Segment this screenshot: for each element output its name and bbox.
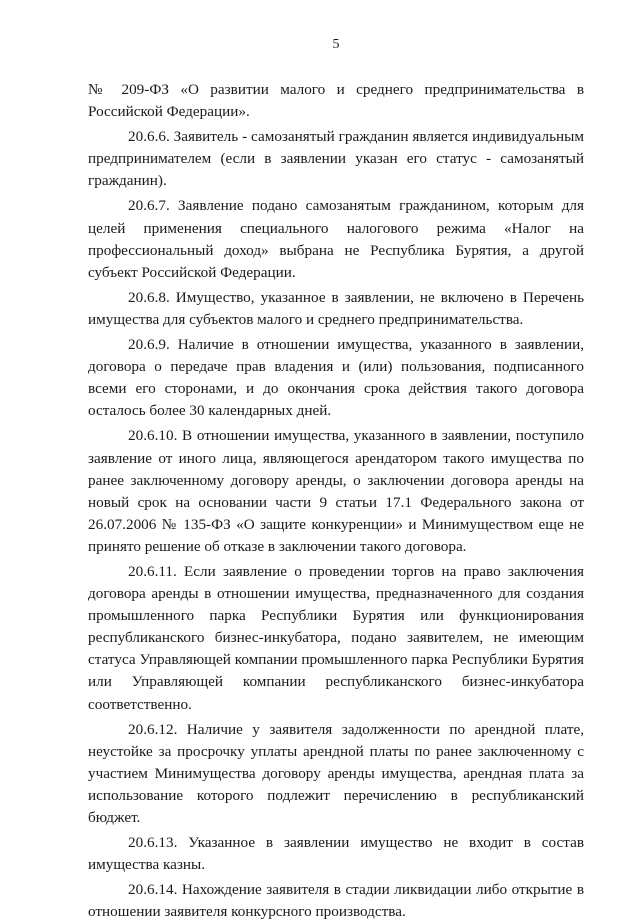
paragraph-20-6-14: 20.6.14. Нахождение заявителя в стадии ликвидации либо открытие в отношении заявителя конкурсного производства. (88, 881, 584, 921)
paragraph-20-6-9: 20.6.9. Наличие в отношении имущества, указанного в заявлении, договора о передаче прав владения и (или) пользования, подписанного всеми его сторонами, и до окончания срока действия такого договора осталось более 30 календарных дней. (88, 336, 584, 420)
paragraph-continuation: № 209-ФЗ «О развитии малого и среднего предпринимательства в Российской Федерации». (88, 81, 584, 121)
paragraph-20-6-6: 20.6.6. Заявитель - самозанятый гражданин является индивидуальным предпринимателем (если в заявлении указан его статус - самозанятый гражданин). (88, 128, 584, 190)
paragraph-20-6-8: 20.6.8. Имущество, указанное в заявлении, не включено в Перечень имущества для субъектов малого и среднего предпринимательства. (88, 288, 584, 328)
paragraph-20-6-7: 20.6.7. Заявление подано самозанятым гражданином, которым для целей применения специального налогового режима «Налог на профессиональный доход» выбрана не Республика Бурятия, а другой субъект Российской Федерации. (88, 197, 584, 281)
paragraph-20-6-11: 20.6.11. Если заявление о проведении торгов на право заключения договора аренды в отношении имущества, предназначенного для создания промышленного парка Республики Бурятия или функционирования республиканского бизнес-инкубатора, подано заявителем, не имеющим статуса Управляющей компании промышленного парка Республики Бурятия или Управляющей компании республиканского бизнес-инкубатора соответственно. (88, 562, 584, 713)
paragraph-20-6-10: 20.6.10. В отношении имущества, указанного в заявлении, поступило заявление от иного лица, являющегося арендатором такого имущества по ранее заключенному договору аренды, о заключении договора аренды на новый срок на основании части 9 статьи 17.1 Федерального закона от 26.07.2006 № 135-ФЗ «О защите конкуренции» и Минимуществом еще не принято решение об отказе в заключении такого договора. (88, 427, 584, 555)
page-number: 5 (332, 37, 340, 52)
paragraph-20-6-13: 20.6.13. Указанное в заявлении имущество не входит в состав имущества казны. (88, 834, 584, 874)
paragraph-20-6-12: 20.6.12. Наличие у заявителя задолженности по арендной плате, неустойке за просрочку уплаты арендной платы по ранее заключенному с участием Минимущества договору аренды имущества, арендная плата за использование которого подлежит перечислению в республиканский бюджет. (88, 720, 584, 826)
